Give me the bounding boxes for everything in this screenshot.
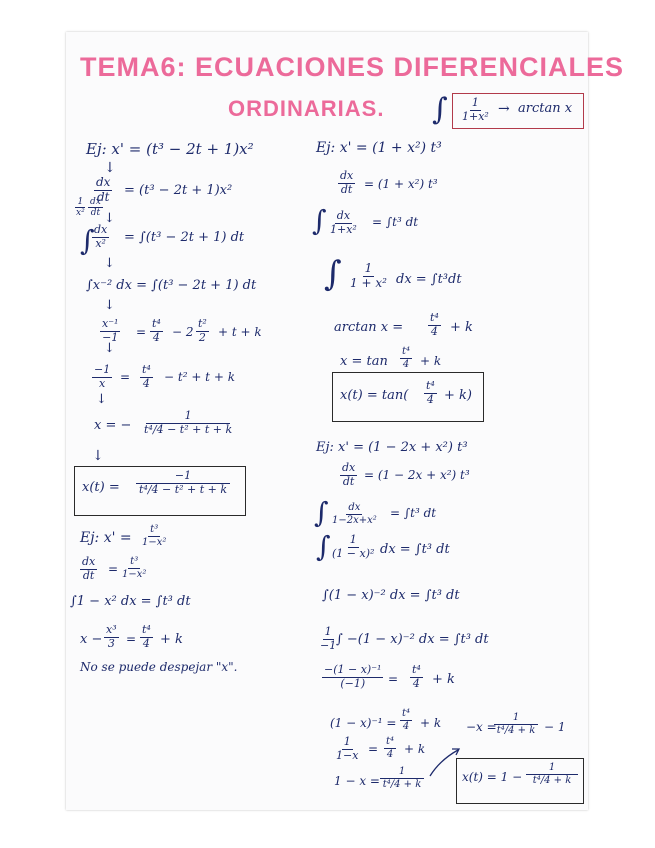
- frac-num: dx: [96, 175, 111, 189]
- frac-den: 4: [142, 376, 150, 390]
- frac-den: dt: [90, 208, 101, 219]
- frac-num: t²: [198, 317, 207, 330]
- ex1-heading: Ej: x' = (t³ − 2t + 1)x²: [86, 140, 254, 158]
- ex2-s2: ∫1 − x² dx = ∫t³ dt: [70, 594, 191, 609]
- ex1-answer-lhs: x(t) =: [82, 480, 120, 495]
- frac-num: dx: [348, 502, 361, 513]
- frac-num: t⁴: [142, 363, 151, 376]
- ex4-s3-rhs: dx = ∫t³ dt: [380, 542, 450, 557]
- frac-den: 1−x²: [142, 536, 167, 548]
- frac-den: 1 + x²: [350, 275, 387, 290]
- frac-den: 4: [386, 748, 394, 760]
- integral-sign: ∫: [432, 92, 448, 127]
- frac-num: t³: [130, 556, 139, 567]
- frac-num: x⁻¹: [102, 317, 119, 330]
- den-part: − t² + t + k: [167, 422, 233, 436]
- frac-den: 4: [430, 324, 438, 338]
- ex3-s4-end: + k: [450, 320, 473, 335]
- integral-sign: ∫: [316, 530, 331, 563]
- frac-num: 1: [324, 625, 332, 638]
- frac-num: 1: [494, 712, 538, 725]
- ex3-s5-lhs: x = tan: [340, 354, 388, 369]
- down-arrow-icon: ↓: [92, 448, 104, 464]
- ex2-heading: Ej: x' =: [80, 530, 132, 546]
- ex1-s6-end: − t² + t + k: [164, 370, 235, 384]
- down-arrow-icon: ↓: [104, 211, 115, 226]
- frac-den: 4: [402, 720, 410, 732]
- ex4-side-lhs: −x =: [466, 720, 497, 734]
- frac-num: −1: [94, 363, 111, 376]
- down-arrow-icon: ↓: [104, 298, 115, 313]
- den-part: − t² + t + k: [162, 482, 228, 496]
- frac-num: 1: [380, 766, 424, 779]
- frac-num: 1: [364, 261, 373, 275]
- equals-sign: =: [120, 370, 131, 384]
- frac-num: t⁴: [402, 346, 411, 357]
- ex1-s7-lhs: x = −: [94, 418, 132, 433]
- frac-den: −1: [320, 638, 337, 652]
- den-part: + k: [517, 724, 536, 736]
- frac-den: 4: [152, 330, 160, 344]
- frac-den: dt: [340, 182, 353, 196]
- ex4-answer-frac: [526, 762, 578, 786]
- integral-sign: ∫: [324, 254, 342, 294]
- equals-sign: =: [126, 632, 137, 646]
- ex3-s3-rhs: dx = ∫t³dt: [396, 272, 462, 287]
- down-arrow-icon: ↓: [104, 341, 115, 356]
- den-part: 4: [156, 422, 164, 436]
- reminder-result: arctan x: [518, 101, 573, 116]
- den-part: t⁴: [496, 724, 505, 736]
- den-part: 4: [394, 778, 401, 790]
- ex4-s1-rhs: = (1 − 2x + x²) t³: [364, 468, 470, 482]
- ex4-side-end: − 1: [544, 720, 566, 734]
- down-arrow-icon: ↓: [104, 256, 115, 271]
- den-part: t⁴: [532, 774, 541, 786]
- frac-num: t³: [150, 524, 159, 535]
- frac-den: 2: [198, 330, 206, 344]
- ex4-s9-lhs: 1 − x =: [334, 774, 380, 788]
- ex4-answer-lhs: x(t) = 1 −: [462, 770, 523, 784]
- frac-num: t⁴: [386, 736, 395, 747]
- integral-sign: ∫: [314, 496, 329, 529]
- frac-num: 1: [349, 533, 357, 546]
- frac-den: 1−2x+x²: [332, 514, 377, 526]
- ex1-s5-mid: − 2: [172, 325, 194, 339]
- integral-sign: ∫: [312, 204, 327, 237]
- ex4-heading: Ej: x' = (1 − 2x + x²) t³: [316, 440, 468, 455]
- page-title: TEMA6: ECUACIONES DIFERENCIALES: [80, 52, 625, 82]
- ex3-heading: Ej: x' = (1 + x²) t³: [316, 140, 442, 156]
- den-part: t⁴: [382, 778, 391, 790]
- equals-sign: =: [388, 672, 399, 686]
- frac-den: dt: [82, 568, 95, 582]
- integral-sign: ∫: [80, 224, 95, 257]
- frac-den: −1: [102, 330, 119, 344]
- ex3-answer-lhs: x(t) = tan(: [340, 388, 409, 403]
- frac-num: 1: [146, 410, 230, 424]
- equals-sign: =: [368, 742, 379, 756]
- frac-num: t⁴: [426, 379, 435, 392]
- ex3-s2-rhs: = ∫t³ dt: [372, 215, 419, 229]
- frac-den: t⁴/4 + k: [532, 774, 572, 786]
- frac-num: 1: [343, 735, 351, 748]
- frac-den: x²: [95, 236, 106, 250]
- frac-num: x³: [106, 623, 117, 636]
- page-title-line2: ORDINARIAS.: [228, 96, 385, 121]
- den-part: t⁴: [138, 482, 148, 496]
- den-part: t⁴: [144, 422, 153, 436]
- frac-den: t⁴/4 + k: [496, 724, 536, 736]
- frac-den: dt: [342, 474, 355, 488]
- ex4-s4: ∫(1 − x)⁻² dx = ∫t³ dt: [322, 588, 460, 603]
- den-part: + k: [553, 774, 572, 786]
- ex2-s3-end: + k: [160, 632, 183, 647]
- frac-den: (1 − x)²: [332, 546, 375, 560]
- frac-num: dx: [94, 223, 108, 236]
- frac-num: dx: [342, 461, 356, 474]
- ex4-s6-end: + k: [432, 672, 455, 687]
- frac-den: x²: [76, 208, 85, 219]
- frac-num: t⁴: [152, 317, 161, 330]
- ex4-s2-rhs: = ∫t³ dt: [390, 506, 437, 520]
- ex1-s1-rhs: = (t³ − 2t + 1)x²: [124, 183, 233, 198]
- den-part: 4: [151, 482, 159, 496]
- ex3-answer-end: + k): [444, 388, 472, 403]
- frac-den: 3: [107, 636, 115, 650]
- frac-den: (−1): [340, 676, 366, 690]
- frac-den: 4: [412, 676, 420, 690]
- den-part: 4: [508, 724, 515, 736]
- frac-den: dt: [96, 189, 110, 204]
- ex2-s3-lhs: x −: [80, 632, 103, 647]
- down-arrow-icon: ↓: [96, 392, 107, 407]
- frac-den: t⁴/4 + k: [382, 778, 422, 790]
- frac-den: 1−x: [336, 748, 359, 762]
- frac-num: −(1 − x)⁻¹: [324, 663, 382, 676]
- ex3-s4-lhs: arctan x =: [334, 320, 404, 335]
- ex3-s5-end: + k: [420, 354, 442, 368]
- ex4-s8-end: + k: [404, 742, 426, 756]
- frac-den: x: [99, 376, 106, 390]
- frac-num: dx: [82, 555, 96, 568]
- frac-den: 4: [402, 358, 410, 370]
- frac-num: −1: [136, 470, 230, 484]
- frac-den: t⁴/4 − t² + t + k: [138, 482, 228, 496]
- arrow-icon: →: [498, 101, 510, 117]
- reminder-den: 1+x²: [462, 109, 489, 123]
- ex1-s5-end: + t + k: [218, 325, 262, 339]
- den-part: + k: [403, 778, 422, 790]
- frac-num: dx: [90, 197, 101, 207]
- frac-num: 1: [77, 197, 84, 207]
- ex1-s3-rhs: = ∫(t³ − 2t + 1) dt: [124, 230, 245, 245]
- down-arrow-icon: ↓: [104, 160, 116, 176]
- frac-num: dx: [336, 209, 351, 222]
- frac-num: t⁴: [430, 311, 439, 324]
- frac-num: t⁴: [142, 623, 151, 636]
- frac-num: 1: [526, 762, 578, 775]
- frac-den: t⁴/4 − t² + t + k: [144, 422, 233, 436]
- frac-den: 1−x²: [122, 568, 147, 580]
- frac-den: 1+x²: [330, 222, 357, 236]
- equals-sign: =: [136, 325, 147, 339]
- den-part: 4: [544, 774, 551, 786]
- frac-num: t⁴: [402, 708, 411, 719]
- equals-sign: =: [108, 562, 119, 576]
- ex1-s4: ∫x⁻² dx = ∫(t³ − 2t + 1) dt: [86, 278, 257, 293]
- reminder-num: 1: [471, 96, 479, 109]
- ex4-s5-rhs: ∫ −(1 − x)⁻² dx = ∫t³ dt: [336, 632, 489, 647]
- frac-num: t⁴: [412, 663, 421, 676]
- ex3-s1-rhs: = (1 + x²) t³: [364, 177, 438, 191]
- ex2-note: No se puede despejar "x".: [80, 660, 238, 674]
- frac-num: dx: [340, 169, 354, 182]
- ex4-s7-lhs: (1 − x)⁻¹ =: [330, 716, 397, 730]
- ex4-s7-end: + k: [420, 716, 442, 730]
- frac-den: 4: [426, 392, 434, 406]
- frac-den: 4: [142, 636, 150, 650]
